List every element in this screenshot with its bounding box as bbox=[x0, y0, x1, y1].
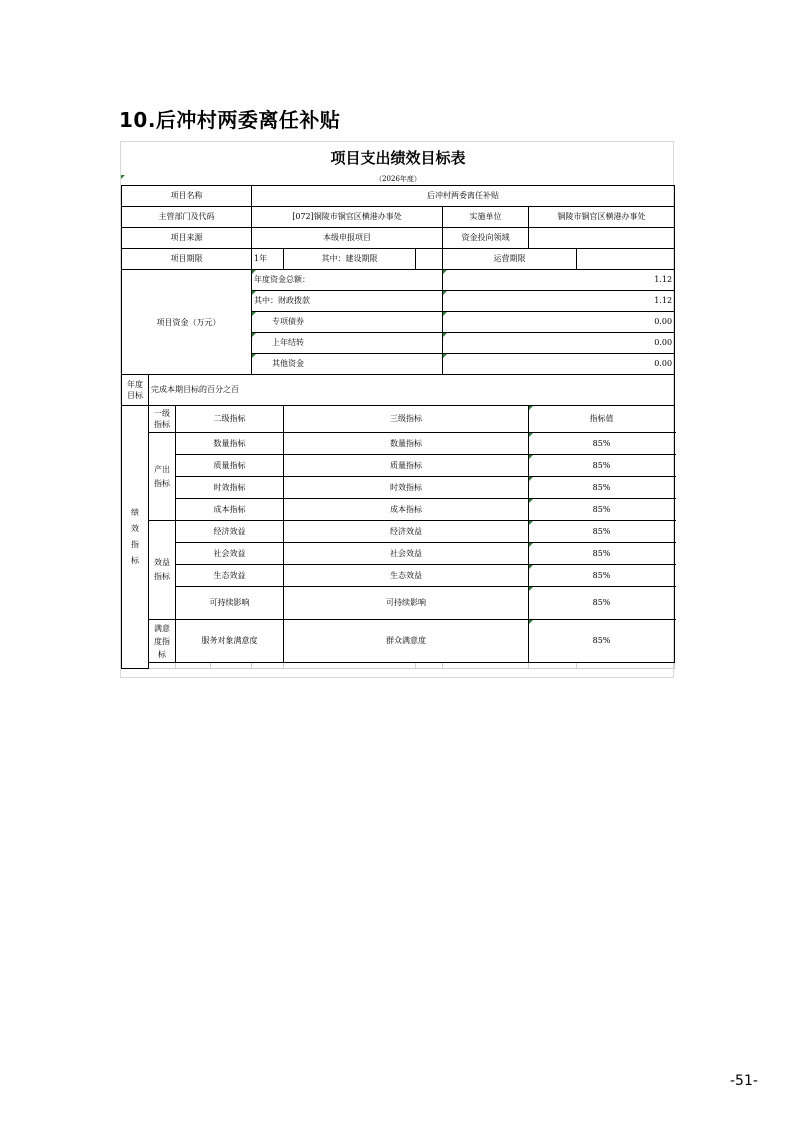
empty-cell[interactable] bbox=[252, 663, 284, 669]
fund-item-value[interactable]: 1.12 bbox=[443, 291, 675, 312]
row-fund-total bbox=[122, 270, 675, 291]
cell-marker-icon bbox=[121, 175, 125, 179]
benefit-value[interactable]: 85% bbox=[529, 521, 675, 543]
output-value[interactable]: 85% bbox=[529, 433, 675, 455]
cell-marker-icon bbox=[443, 312, 447, 316]
cell-marker-icon bbox=[529, 587, 533, 591]
col-level3: 三级指标 bbox=[284, 406, 529, 433]
empty-cell[interactable] bbox=[416, 663, 443, 669]
cell-marker-icon bbox=[529, 543, 533, 547]
row-annual-goal bbox=[122, 375, 675, 406]
cell-marker-icon bbox=[443, 291, 447, 295]
benefit-l3: 经济效益 bbox=[284, 521, 529, 543]
fund-label bbox=[122, 270, 252, 375]
cell-marker-icon bbox=[252, 291, 256, 295]
empty-grid-row bbox=[122, 663, 675, 669]
period-value[interactable]: 1年 bbox=[252, 249, 284, 270]
invest-field-value[interactable] bbox=[529, 228, 675, 249]
cell-marker-icon bbox=[252, 333, 256, 337]
benefit-l3: 生态效益 bbox=[284, 565, 529, 587]
table-row bbox=[122, 587, 675, 620]
annual-goal-label bbox=[122, 375, 149, 406]
cell-marker-icon bbox=[252, 270, 256, 274]
build-period-label: 其中：建设期限 bbox=[284, 249, 416, 270]
department-value[interactable]: [072]铜陵市铜官区横港办事处 bbox=[252, 207, 443, 228]
perf-label bbox=[122, 406, 149, 669]
benefit-value[interactable]: 85% bbox=[529, 543, 675, 565]
cell-marker-icon bbox=[529, 499, 533, 503]
output-l2: 质量指标 bbox=[176, 455, 284, 477]
output-label: 产出指标 bbox=[149, 433, 176, 521]
output-l3: 质量指标 bbox=[284, 455, 529, 477]
empty-cell[interactable] bbox=[149, 663, 176, 669]
table-title: 项目支出绩效目标表 bbox=[330, 149, 466, 167]
cell-marker-icon bbox=[529, 521, 533, 525]
table-row bbox=[122, 477, 675, 499]
benefit-label: 效益指标 bbox=[149, 521, 176, 620]
empty-cell[interactable] bbox=[577, 663, 675, 669]
row-department bbox=[122, 207, 675, 228]
benefit-value[interactable]: 85% bbox=[529, 565, 675, 587]
output-l3: 数量指标 bbox=[284, 433, 529, 455]
cell-marker-icon bbox=[252, 354, 256, 358]
department-label: 主管部门及代码 bbox=[122, 207, 252, 228]
table-row bbox=[122, 565, 675, 587]
cell-marker-icon bbox=[529, 433, 533, 437]
impl-unit-label: 实施单位 bbox=[443, 207, 529, 228]
table-row bbox=[122, 455, 675, 477]
benefit-l2: 生态效益 bbox=[176, 565, 284, 587]
table-year: （2026年度） bbox=[375, 175, 421, 183]
empty-cell[interactable] bbox=[529, 663, 577, 669]
fund-item-label: 其他资金 bbox=[252, 354, 443, 375]
row-source bbox=[122, 228, 675, 249]
satisfaction-value[interactable]: 85% bbox=[529, 620, 675, 663]
fund-item-label: 专项债券 bbox=[252, 312, 443, 333]
fund-item-label: 其中：财政拨款 bbox=[252, 291, 443, 312]
fund-item-label: 上年结转 bbox=[252, 333, 443, 354]
output-l2: 成本指标 bbox=[176, 499, 284, 521]
table-row bbox=[122, 499, 675, 521]
fund-item-value[interactable]: 0.00 bbox=[443, 333, 675, 354]
cell-marker-icon bbox=[443, 270, 447, 274]
output-l3: 时效指标 bbox=[284, 477, 529, 499]
period-label: 项目期限 bbox=[122, 249, 252, 270]
page-number: -51- bbox=[730, 1073, 758, 1089]
output-value[interactable]: 85% bbox=[529, 455, 675, 477]
empty-cell[interactable] bbox=[284, 663, 416, 669]
cell-marker-icon bbox=[443, 333, 447, 337]
source-value[interactable]: 本级申报项目 bbox=[252, 228, 443, 249]
benefit-l3: 可持续影响 bbox=[284, 587, 529, 620]
satisfaction-label: 满意度指标 bbox=[149, 620, 176, 663]
cell-marker-icon bbox=[529, 477, 533, 481]
cell-marker-icon bbox=[252, 312, 256, 316]
fund-item-value[interactable]: 1.12 bbox=[443, 270, 675, 291]
row-project-name bbox=[122, 186, 675, 207]
table-row bbox=[122, 543, 675, 565]
fund-item-value[interactable]: 0.00 bbox=[443, 354, 675, 375]
cell-marker-icon bbox=[443, 354, 447, 358]
empty-cell[interactable] bbox=[176, 663, 211, 669]
row-period bbox=[122, 249, 675, 270]
table-row bbox=[122, 620, 675, 663]
row-indicator-header bbox=[122, 406, 675, 433]
perf-label-text: 绩效指标 bbox=[131, 508, 139, 565]
benefit-l2: 可持续影响 bbox=[176, 587, 284, 620]
impl-unit-value[interactable]: 铜陵市铜官区横港办事处 bbox=[529, 207, 675, 228]
col-value: 指标值 bbox=[529, 406, 675, 433]
annual-goal-value[interactable]: 完成本期目标的百分之百 bbox=[149, 375, 675, 406]
performance-target-table bbox=[121, 185, 675, 669]
project-name-value[interactable]: 后冲村两委离任补贴 bbox=[252, 186, 675, 207]
table-row bbox=[122, 521, 675, 543]
page-heading: 10.后冲村两委离任补贴 bbox=[119, 108, 341, 132]
table-row bbox=[122, 433, 675, 455]
cell-marker-icon bbox=[529, 455, 533, 459]
op-period-label: 运营期限 bbox=[443, 249, 577, 270]
build-period-value[interactable] bbox=[416, 249, 443, 270]
col-level1: 一级指标 bbox=[149, 406, 176, 433]
invest-field-label: 资金投向领域 bbox=[443, 228, 529, 249]
output-value[interactable]: 85% bbox=[529, 477, 675, 499]
project-name-label: 项目名称 bbox=[122, 186, 252, 207]
fund-item-value[interactable]: 0.00 bbox=[443, 312, 675, 333]
annual-goal-label-text: 年度目标 bbox=[127, 380, 143, 400]
cell-marker-icon bbox=[529, 406, 533, 410]
output-l3: 成本指标 bbox=[284, 499, 529, 521]
empty-cell[interactable] bbox=[443, 663, 529, 669]
empty-cell[interactable] bbox=[211, 663, 252, 669]
satisfaction-l2: 服务对象满意度 bbox=[176, 620, 284, 663]
col-level2: 二级指标 bbox=[176, 406, 284, 433]
cell-marker-icon bbox=[529, 565, 533, 569]
benefit-l3: 社会效益 bbox=[284, 543, 529, 565]
output-value[interactable]: 85% bbox=[529, 499, 675, 521]
cell-marker-icon bbox=[529, 620, 533, 624]
op-period-value[interactable] bbox=[577, 249, 675, 270]
fund-item-label: 年度资金总额： bbox=[252, 270, 443, 291]
fund-label-text: 项目资金（万元） bbox=[156, 317, 221, 327]
satisfaction-l3: 群众满意度 bbox=[284, 620, 529, 663]
output-l2: 时效指标 bbox=[176, 477, 284, 499]
benefit-l2: 社会效益 bbox=[176, 543, 284, 565]
benefit-value[interactable]: 85% bbox=[529, 587, 675, 620]
benefit-l2: 经济效益 bbox=[176, 521, 284, 543]
source-label: 项目来源 bbox=[122, 228, 252, 249]
output-l2: 数量指标 bbox=[176, 433, 284, 455]
